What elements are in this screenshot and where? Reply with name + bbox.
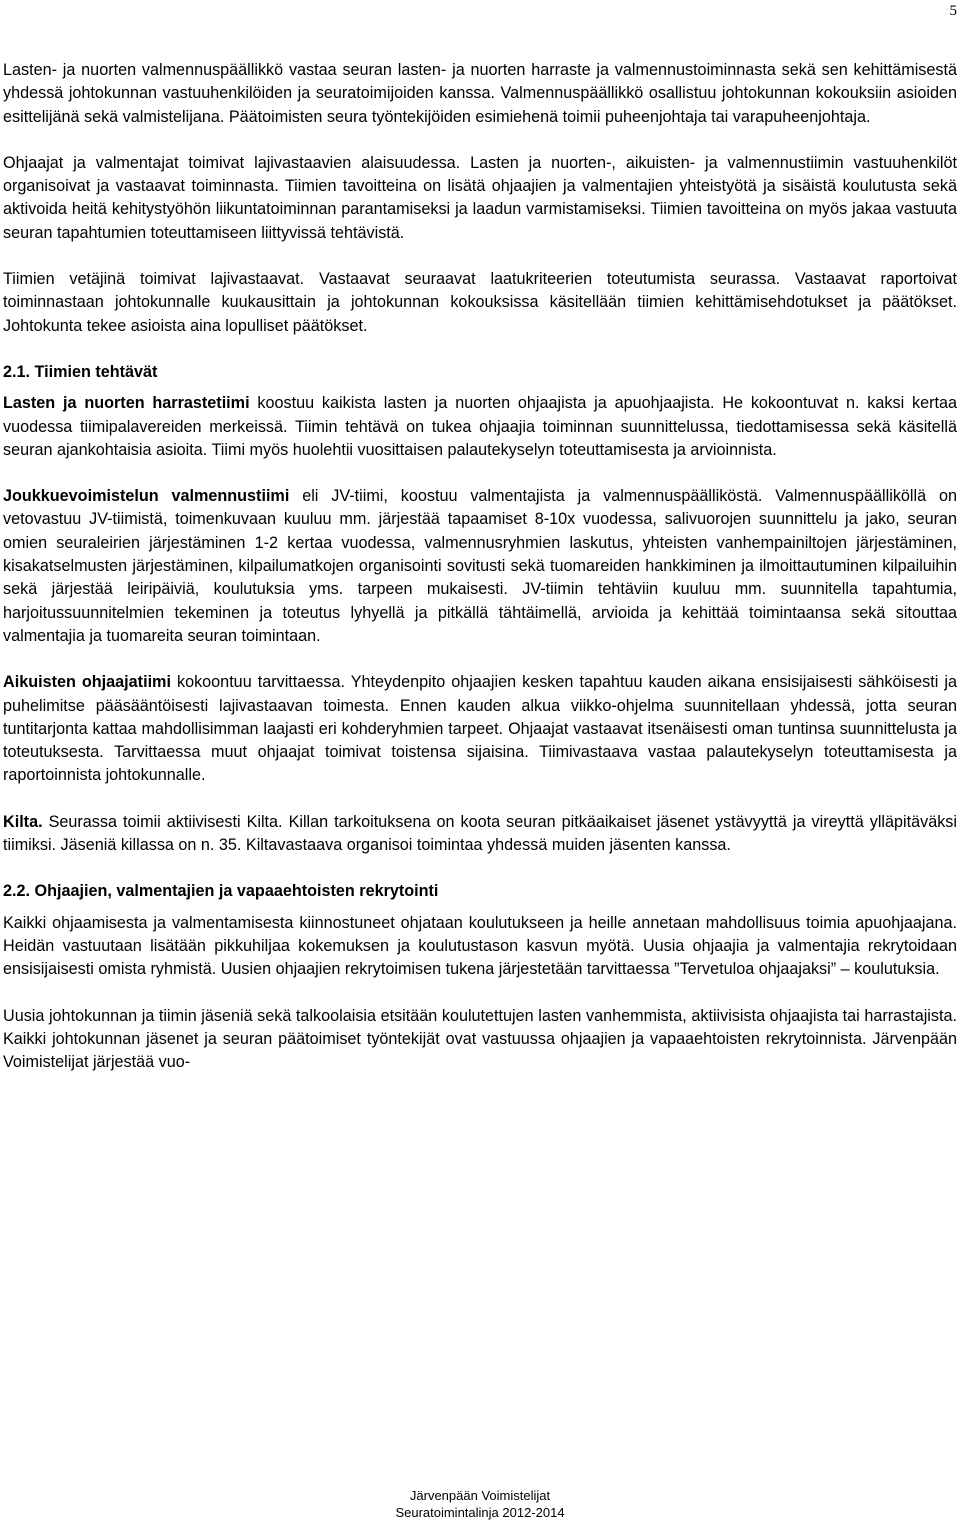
youth-team-text: koostuu kaikista lasten ja nuorten ohjaajista ja apuohjaajista. He kokoontuvat n. kaksi kertaa vuodessa tiimipalavereiden merkeissä. Tiimin tehtävä on tukea ohjaajia toiminnan suunnittelussa, tiedottamisessa sekä käsitellä seuran ajankohtaisia asioita. Tiimi myös huolehtii vuosittaisen palautekyselyn toteuttamisesta ja arvioinnista. [3, 394, 957, 459]
paragraph-adult-team [3, 671, 957, 787]
paragraph-coach-manager: Lasten- ja nuorten valmennuspäällikkö vastaa seuran lasten- ja nuorten harraste ja valmennustoiminnasta sekä sen kehittämisestä yhdessä johtokunnan vastuuhenkilöiden ja seuratoimijoiden kanssa. Valmennuspäällikkö osallistuu johtokunnan kokouksiin asioiden esittelijänä sekä valmistelijana. Päätoimisten seura työntekijöiden esimiehenä toimii puheenjohtaja tai varapuheenjohtaja. [3, 61, 957, 126]
paragraph-youth-team [3, 392, 957, 462]
section-heading-team-tasks: 2.1. Tiimien tehtävät [3, 362, 158, 381]
adult-team-text: kokoontuu tarvittaessa. Yhteydenpito ohjaajien kesken tapahtuu kauden aikana ensisijaisesti sähköisesti ja puhelimitse pääsääntöisesti lajivastaavan toimesta. Ennen kauden alkua viikko-ohjelma suunnitellaan yhdessä, jotta seuran tuntitarjonta kattaa mahdollisimman laajasti eri kohderyhmien tarpeet. Ohjaajat vastaavat itsenäisesti oman tuntinsa suunnittelusta ja toteutuksesta. Tarvittaessa muut ohjaajat toimivat toistensa sijaisina. Tiimivastaava vastaa palautekyselyn toteuttamisesta ja raportoinnista johtokunnalle. [3, 673, 957, 785]
paragraph-team-leaders: Tiimien vetäjinä toimivat lajivastaavat. Vastaavat seuraavat laatukriteerien toteutumista seurassa. Vastaavat raportoivat toiminnastaan johtokunnalle kuukausittain ja johtokunnan kokouksissa käsitellään tiimien kehittämisehdotukset ja päätökset. Johtokunta tekee asioista aina lopulliset päätökset. [3, 270, 957, 335]
paragraph-kilta [3, 811, 957, 858]
jv-team-text: eli JV-tiimi, koostuu valmentajista ja valmennuspäälliköstä. Valmennuspäälliköllä on vetovastuu JV-tiimistä, toimenkuvaan kuuluu mm. järjestää tapaamiset 8-10x vuodessa, salivuorojen suunnittelu ja jako, seuran omien seuraleirien järjestäminen 1-2 kertaa vuodessa, valmennusryhmien laskutus, yhteisten vanhempainiltojen järjestäminen, kisakatselmusten järjestäminen, kilpailumatkojen organisointi sovitusti sekä tuomareiden hankkiminen ja ilmoittautuminen kilpailuihin sekä järjestää leiripäiviä, koulutuksia yms. tarpeen mukaisesti. JV-tiimin tehtäviin kuuluu mm. suunnitella tapahtumia, harjoitussuunnitelmien tekeminen ja toteutus lyhyellä ja pitkällä tähtäimellä, arvioida ja kehittää toimintaansa sekä sitouttaa valmentajia ja tuomareita seuran toimintaan. [3, 487, 957, 645]
footer-organization: Järvenpään Voimistelijat [409, 1488, 551, 1503]
paragraph-recruitment-members: Uusia johtokunnan ja tiimin jäseniä sekä talkoolaisia etsitään koulutettujen lasten vanhemmista, aktiivisista ohjaajista tai harrastajista. Kaikki johtokunnan jäsenet ja seuran päätoimiset työntekijät ovat vastuussa ohjaajien ja vapaaehtoisten rekrytoinnista. Järvenpään Voimistelijat järjestää vuo- [3, 1006, 957, 1072]
kilta-text: Seurassa toimii aktiivisesti Kilta. Killan tarkoituksena on koota seuran pitkäaikaiset jäsenet ystävyyttä ja vireyttä ylläpitäväksi tiimiksi. Jäseniä killassa on n. 35. Kiltavastaava organisoi toimintaa yhdessä muiden jäsenten kanssa. [3, 812, 957, 855]
section-heading-recruitment: 2.2. Ohjaajien, valmentajien ja vapaaehtoisten rekrytointi [3, 882, 439, 901]
page-footer [0, 1487, 960, 1521]
paragraph-recruitment-training: Kaikki ohjaamisesta ja valmentamisesta kiinnostuneet ohjataan koulutukseen ja heille annetaan mahdollisuus toimia apuohjaajana. Heidän vastuutaan lisätään pikkuhiljaa kokemuksen ja koulutustason kasvun myötä. Uusia ohjaajia ja valmentajia rekrytoidaan ensisijaisesti omista ryhmistä. Uusien ohjaajien rekrytoimisen tukena järjestetään tarvittaessa ”Tervetuloa ohjaajaksi” – koulutuksia. [3, 913, 957, 979]
adult-team-title: Aikuisten ohjaajatiimi [3, 673, 171, 692]
paragraph-instructors: Ohjaajat ja valmentajat toimivat lajivastaavien alaisuudessa. Lasten ja nuorten-, aikuisten- ja valmennustiimin vastuuhenkilöt organisoivat ja vastaavat toiminnasta. Tiimien tavoitteina on lisätä ohjaajien ja valmentajien yhteistyötä ja sisäistä koulutusta sekä aktivoida heitä kehitystyöhön liikuntatoiminnan parantamiseksi ja laadun varmistamiseksi. Tiimien tavoitteina on myös jakaa vastuuta seuran tapahtumien toteuttamiseen liittyvissä tehtävistä. [3, 153, 957, 242]
paragraph-jv-team [3, 485, 957, 648]
jv-team-title: Joukkuevoimistelun valmennustiimi [3, 487, 290, 506]
kilta-title: Kilta. [3, 812, 43, 831]
footer-document-title: Seuratoimintalinja 2012-2014 [395, 1505, 565, 1520]
document-body [3, 59, 957, 1082]
page-number: 5 [949, 3, 957, 19]
youth-team-title: Lasten ja nuorten harrastetiimi [3, 394, 250, 413]
